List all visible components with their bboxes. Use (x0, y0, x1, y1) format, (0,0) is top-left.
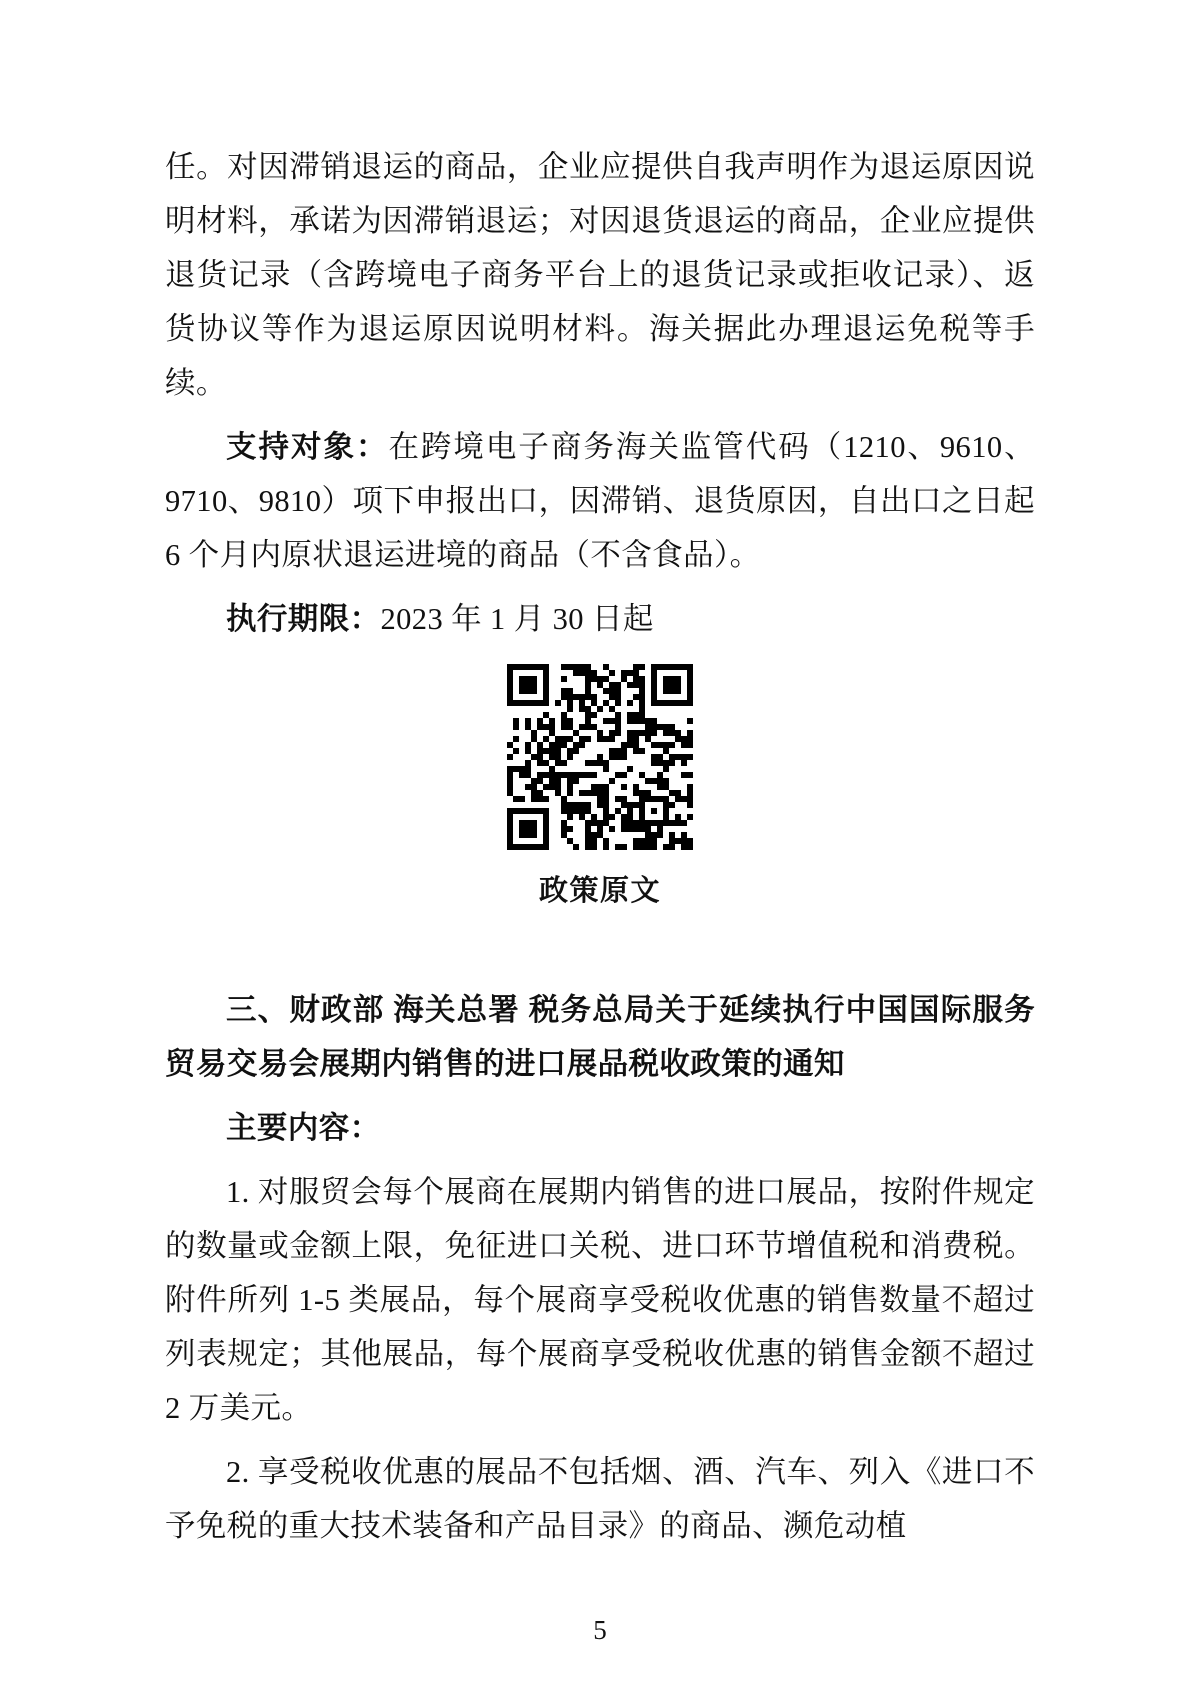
effective-period-label: 执行期限： (226, 602, 381, 636)
section-heading: 三、财政部 海关总署 税务总局关于延续执行中国国际服务贸易交易会展期内销售的进口展品税收政策的通知 (165, 993, 1035, 1081)
section-subheading: 主要内容： (226, 1111, 381, 1145)
paragraph-effective-period (165, 592, 1035, 646)
qr-code-block (165, 664, 1035, 909)
section-item-2: 2. 享受税收优惠的展品不包括烟、酒、汽车、列入《进口不予免税的重大技术装备和产品目录》的商品、濒危动植 (165, 1455, 1035, 1543)
support-target-label: 支持对象： (226, 430, 389, 464)
qr-code-caption: 政策原文 (538, 875, 661, 907)
spacer (165, 1091, 1035, 1101)
spacer (165, 909, 1035, 983)
page-number: 5 (593, 1615, 607, 1645)
spacer (165, 1155, 1035, 1165)
paragraph-continuation: 任。对因滞销退运的商品，企业应提供自我声明作为退运原因说明材料，承诺为因滞销退运；对因退货退运的商品，企业应提供退货记录（含跨境电子商务平台上的退货记录或拒收记录）、返货协议等作为退运原因说明材料。海关据此办理退运免税等手续。 (165, 150, 1035, 400)
section-item-1: 1. 对服贸会每个展商在展期内销售的进口展品，按附件规定的数量或金额上限，免征进口关税、进口环节增值税和消费税。附件所列 1-5 类展品，每个展商享受税收优惠的销售数量不超过列表规定；其他展品，每个展商享受税收优惠的销售金额不超过 2 万美元。 (165, 1175, 1035, 1425)
support-target-text: 在跨境电子商务海关监管代码（1210、9610、9710、9810）项下申报出口，因滞销、退货原因，自出口之日起 6 个月内原状退运进境的商品（不含食品）。 (165, 430, 1035, 572)
effective-period-text: 2023 年 1 月 30 日起 (380, 602, 654, 636)
spacer (165, 410, 1035, 420)
spacer (165, 582, 1035, 592)
paragraph-support-target (165, 420, 1035, 582)
qr-code-image (507, 664, 693, 850)
spacer (165, 1435, 1035, 1445)
